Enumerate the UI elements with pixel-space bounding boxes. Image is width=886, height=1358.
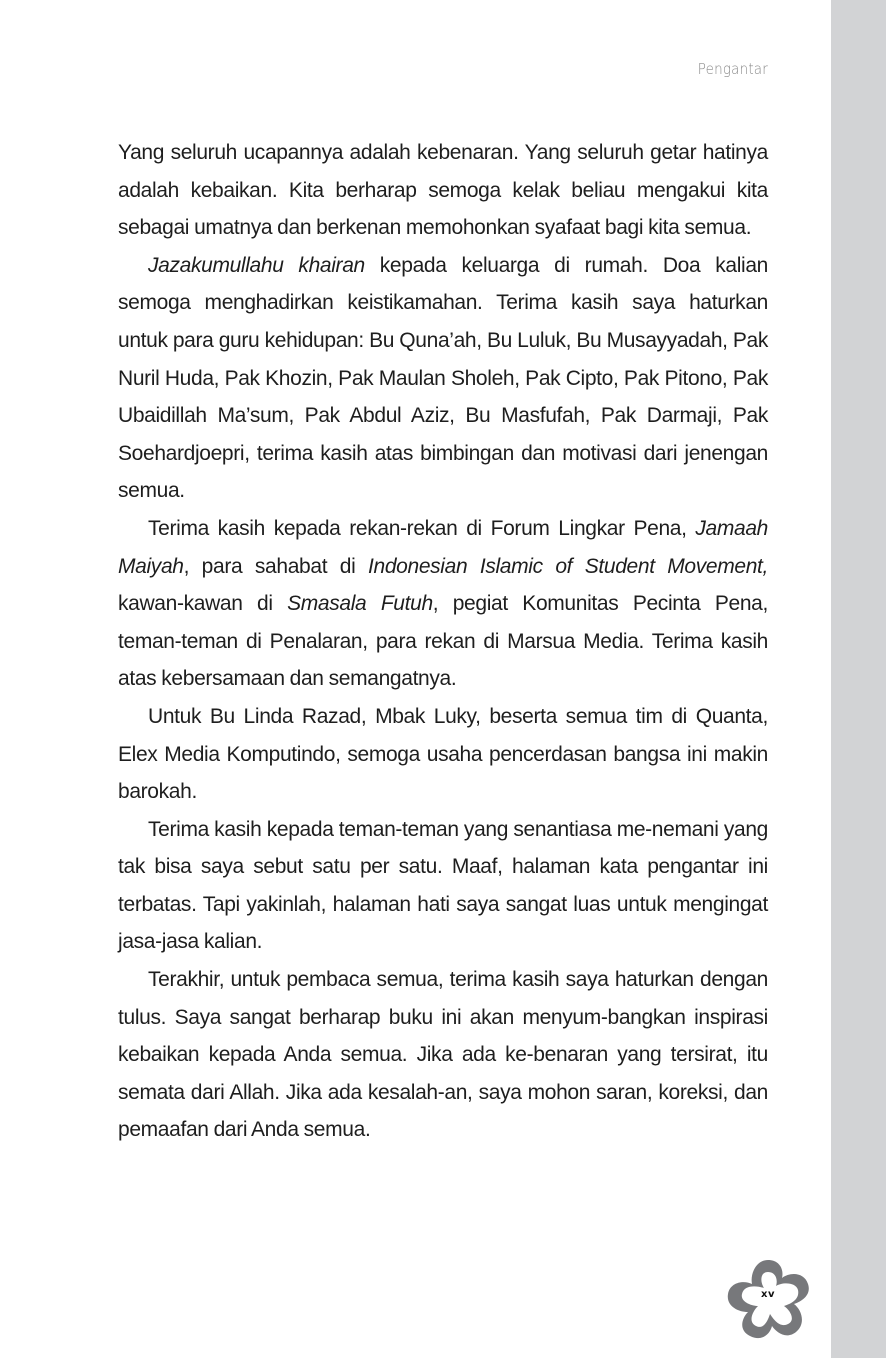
running-head: Pengantar (697, 60, 768, 78)
text-segment: , pegiat Komunitas Pecinta Pena, teman-teman di Penalaran, para rekan di Marsua Media. Terima kasih atas kebersamaan dan semangatnya. (118, 592, 768, 691)
text-segment: , para sahabat di (183, 554, 369, 578)
text-segment: Terima kasih kepada teman-teman yang senantiasa me-nemani yang tak bisa saya sebut satu per satu. Maaf, halaman kata pengantar ini terbatas. Tapi yakinlah, halaman hati saya sangat luas untuk mengingat jasa-jasa kalian. (118, 817, 768, 954)
italic-segment: Indonesian Islamic of Student Movement, (368, 554, 768, 578)
text-segment: Terima kasih kepada rekan-rekan di Forum Lingkar Pena, (148, 516, 696, 540)
page-number: xv (761, 1289, 775, 1300)
italic-segment: Smasala Futuh (287, 592, 433, 616)
italic-segment: Jazakumullahu khairan (148, 253, 365, 277)
text-segment: Terakhir, untuk pembaca semua, terima kasih saya haturkan dengan tulus. Saya sangat berharap buku ini akan menyum-bangkan inspirasi kebaikan kepada Anda semua. Jika ada ke-benaran yang tersirat, itu semata dari Allah. Jika ada kesalah-an, saya mohon saran, koreksi, dan pemaafan dari Anda semua. (118, 968, 768, 1142)
body-text (118, 134, 768, 1149)
text-segment: kepada keluarga di rumah. Doa kalian semoga menghadirkan keistikamahan. Terima kasih saya haturkan untuk para guru kehidupan: Bu Quna’ah, Bu Luluk, Bu Musayyadah, Pak Nuril Huda, Pak Khozin, Pak Maulan Sholeh, Pak Cipto, Pak Pitono, Pak Ubaidillah Ma’sum, Pak Abdul Aziz, Bu Masfufah, Pak Darmaji, Pak Soehardjoepri, terima kasih atas bimbingan dan motivasi dari jenengan semua. (118, 253, 768, 503)
paragraph (118, 247, 768, 510)
page-number-badge (724, 1256, 812, 1340)
paragraph (118, 961, 768, 1149)
paragraph (118, 510, 768, 698)
text-segment: Yang seluruh ucapannya adalah kebenaran. Yang seluruh getar hatinya adalah kebaikan. Kita berharap semoga kelak beliau mengakui kita sebagai umatnya dan berkenan memohonkan syafaat bagi kita semua. (118, 141, 768, 240)
page-edge-strip (831, 0, 886, 1358)
italic-segment: Jamaah Maiyah (118, 516, 768, 578)
paragraph (118, 134, 768, 247)
paragraph (118, 811, 768, 961)
text-segment: kawan-kawan di (118, 592, 288, 616)
text-segment: Untuk Bu Linda Razad, Mbak Luky, beserta semua tim di Quanta, Elex Media Komputindo, semoga usaha pencerdasan bangsa ini makin barokah. (118, 704, 768, 804)
paragraph (118, 698, 768, 811)
